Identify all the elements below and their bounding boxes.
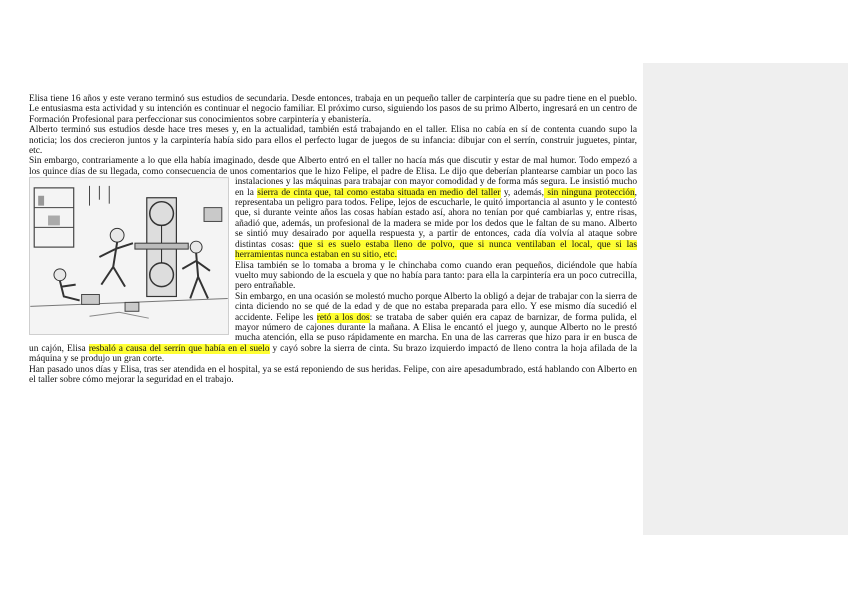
document-body xyxy=(29,94,637,385)
highlighted-text: retó a los dos xyxy=(316,312,370,323)
side-panel xyxy=(643,63,848,535)
highlighted-text: sin ninguna protección xyxy=(544,187,635,198)
paragraph-2 xyxy=(29,125,637,156)
paragraph-text: Elisa también se lo tomaba a broma y le chinchaba como cuando eran pequeños, diciéndole que había vuelto muy sabiondo de la escuela y que no había para tanto: para ella la carpintería era un poco cutrecilla, pero entrañable. xyxy=(235,260,637,292)
paragraph-text: : se trataba de saber quién era capaz de barnizar, de forma pulida, el mayor número de cajones durante la mañana. A Elisa le encantó el juego y, aunque Alberto no le prestó mucha atención, ella se puso rápidamente en marcha. En una de las carreras que hizo para ir en busca de un cajón, Elisa xyxy=(29,312,638,354)
workshop-illustration xyxy=(29,177,229,335)
paragraph-text: Alberto terminó sus estudios desde hace tres meses y, en la actualidad, también está trabajando en el taller. Elisa no cabía en sí de contenta cuando supo la noticia; los dos crecieron juntos y la carpintería había sido para ellos el perfecto lugar de juegos de su infancia: dibujar con el serrín, construir juguetes, pintar, etc. xyxy=(29,125,637,157)
highlighted-text: sierra de cinta que, tal como estaba situada en medio del taller xyxy=(257,187,501,198)
paragraph-6 xyxy=(29,365,637,386)
paragraph-text: Sin embargo, contrariamente a lo que ella había imaginado, desde que Alberto entró en el taller no hacía más que discutir y estar de mal humor. Todo empezó a los quince días de su llegada, como consecuencia de unos comentarios que le hizo Felipe, el padre de Elisa. Le dijo que deberían plantearse cambiar un poco las instalaciones y las máquinas para trabajar con mayor comodidad y de forma más segura. Le xyxy=(29,156,637,188)
paragraph-text: y, además, xyxy=(500,187,545,198)
paragraph-text: Elisa tiene 16 años y este verano terminó sus estudios de secundaria. Desde entonces, trabaja en un pequeño taller de carpintería que su padre tiene en el pueblo. Le entusiasma esta actividad y su intención es continuar el negocio familiar. El próximo curso, siguiendo los pasos de su primo Alberto, ingresará en un centro de Formación Profesional para perfeccionar sus conocimientos sobre carpintería y ebanistería. xyxy=(29,94,637,125)
paragraph-3 xyxy=(29,156,637,260)
highlighted-text: resbaló a causa del serrín que había en el suelo xyxy=(88,343,270,354)
paragraph-text: insistió mucho en la xyxy=(235,177,638,198)
paragraph-text: y cayó sobre la sierra de cinta. Su brazo izquierdo impactó de lleno contra la hoja afilada de la máquina y se produjo un gran corte. xyxy=(29,343,637,365)
paragraph-text: , representaba un peligro para todos. Felipe, lejos de escucharle, le quitó importancia al asunto y le contestó que, si durante veinte años las cosas habían estado así, ahora no tenían por qué cambiarlas y, entre risas, añadió que, además, un profesional de la madera se mide por los dedos que le faltan de su mano. Alberto se sintió muy desairado por aquella respuesta y, a partir de entonces, cada día volvía al ataque sobre distintas cosas: xyxy=(235,187,637,250)
paragraph-text: Han pasado unos días y Elisa, tras ser atendida en el hospital, ya se está reponiendo de sus heridas. Felipe, con aire apesadumbrado, está hablando con Alberto en el taller sobre cómo mejorar la seguridad en el trabajo. xyxy=(29,364,637,385)
paragraph-text: Sin embargo, en una ocasión se molestó mucho porque Alberto la obligó a dejar de trabajar con la sierra de cinta diciendo no se qué de la edad y de que no estaba preparada para ello. Y ese mismo día sucedió el accidente. Felipe les xyxy=(235,291,637,323)
paragraph-1 xyxy=(29,94,637,125)
highlighted-text: que si es suelo estaba lleno de polvo, que si nunca ventilaban el local, que si las herramientas nunca estaban en su sitio, etc. xyxy=(235,239,637,261)
